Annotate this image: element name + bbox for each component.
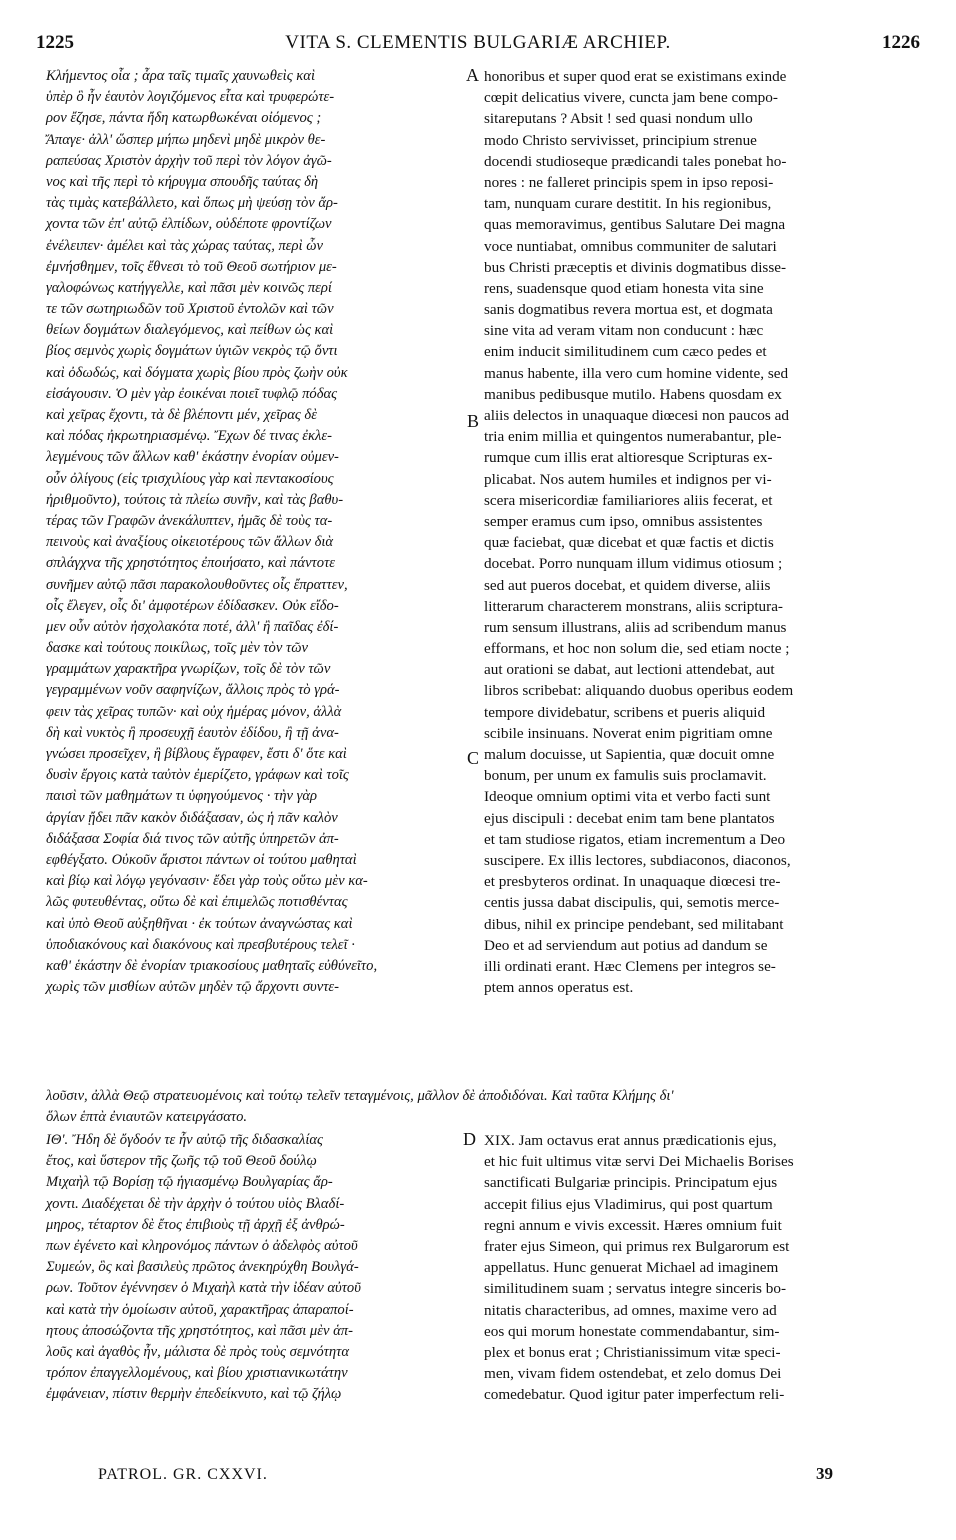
signature-number: 39 — [816, 1464, 833, 1483]
greek-text-line: οὖν ὀλίγους (εἰς τρισχιλίους γὰρ καὶ πεντακοσίους — [46, 470, 334, 487]
greek-text-line: ἔτος, καὶ ὕστερον τῆς ζωῆς τῷ τοῦ Θεοῦ δούλῳ — [46, 1153, 317, 1170]
latin-text-line: rumque cum illis erat altioresque Scripturas ex- — [484, 449, 773, 467]
latin-text-line: illi ordinati erant. Hæc Clemens per integros se- — [484, 957, 776, 975]
latin-text-line: honoribus et super quod erat se existimans exinde — [484, 68, 787, 85]
greek-text-line: Κλήμεντος οἷα ; ἆρα ταῖς τιμαῖς χαυνωθεὶς καὶ — [46, 68, 315, 84]
latin-text-line: quas memoravimus, gentibus Salutare Dei magna — [484, 216, 786, 234]
greek-text-line: τε τῶν σωτηριωδῶν τοῦ Χριστοῦ ἐντολῶν καὶ τῶν — [46, 301, 334, 318]
latin-text-line: sanis dogmatibus revera mortua est, et dogmata — [484, 301, 773, 319]
latin-text-line: malum docuisse, ut Sapientia, quæ docuit omne — [484, 746, 775, 763]
greek-text-line: γεγραμμένων νοῦν σαφηνίζων, ἄλλοις πρὸς τὸ γρά- — [46, 682, 340, 699]
greek-column-bottom — [46, 1130, 476, 1405]
latin-text-line: ptem annos operatus est. — [484, 979, 634, 997]
greek-text-line: καὶ κατὰ τὴν ὁμοίωσιν αὐτοῦ, χαρακτῆρας ἀπαραποί- — [46, 1301, 354, 1318]
section-marker-a: A — [466, 65, 479, 85]
greek-text-line: τέρας τῶν Γραφῶν ἀνεκάλυπτεν, ἡμᾶς δὲ τοὺς τα- — [46, 512, 333, 529]
latin-text-line: Deo et ad serviendum aut potius ad dandum se — [484, 936, 768, 954]
latin-text-line: ejus discipuli : decebat enim tam bene plantatos — [484, 809, 775, 827]
latin-text-line: sed aut pueros docebat, et quidem diverse, aliis — [484, 576, 771, 594]
latin-text-line: plex et bonus erat ; Christianissimum vitæ speci- — [484, 1343, 781, 1361]
greek-text-line: γαλοφώνως κατήγγελλε, καὶ πᾶσι μὲν κοινῶς περί — [46, 279, 332, 296]
greek-text-line: ἀργίαν ᾔδει πᾶν κακὸν διδάξασαν, ὡς ἡ πᾶν καλὸν — [46, 809, 338, 826]
greek-text-line: βίος σεμνὸς χωρὶς δογμάτων ὑγιῶν νεκρὸς τῷ ὄντι — [46, 343, 338, 360]
greek-full-width-lines — [46, 1086, 926, 1128]
greek-text-line: Μιχαὴλ τῷ Βορίσῃ τῷ ἡγιασμένῳ Βουλγαρίας ἄρ- — [46, 1174, 333, 1191]
latin-text-line: modo Christo servivisset, principium strenue — [484, 131, 757, 149]
latin-text-line: docebat. Porro nunquam illum vidimus otiosum ; — [484, 555, 783, 573]
greek-text-line: δασκε καὶ τούτους ποικίλως, τοῖς μὲν τὸν τῶν — [46, 640, 308, 657]
greek-text-line: ἐνέλειπεν· ἀμέλει καὶ τὰς χώρας ταύτας, περὶ ὧν — [46, 237, 324, 254]
latin-text-line: manibus pedibusque mutilo. Habens quosdam ex — [484, 385, 782, 403]
latin-text-line: et tam studiose rigatos, etiam incrementum a Deo — [484, 830, 786, 848]
latin-text-line: manus habente, illa vero cum homine vidente, sed — [484, 364, 789, 382]
greek-text-line: καὶ πόδας ἠκρωτηριασμένῳ. Ἔχων δέ τινας ἐκλε- — [46, 428, 332, 445]
greek-text-line: μεν οὖν αὐτὸν ἠσχολακότα ποτέ, ἀλλ' ἢ παῖδας ἐδί- — [46, 618, 339, 635]
latin-text-line: men, vivam fidem ostendebat, et zelo domus Dei — [484, 1365, 782, 1383]
greek-text-line: διδάξασα Σοφία διά τινος τῶν αὐτῆς ὑπηρετῶν ἀπ- — [46, 830, 339, 847]
greek-text-line: τὰς τιμὰς κατεβάλλετο, καὶ ὅπως μὴ ψεύσῃ τὸν ἄρ- — [46, 195, 338, 212]
latin-text-line: bus Christi præceptis et divinis dogmatibus disse- — [484, 258, 787, 276]
latin-text-line: tempore dividebatur, scribens et pueris aliquid — [484, 703, 766, 721]
greek-text-line: ραπεύσας Χριστὸν ἀρχὴν τοῦ περὶ τὸν λόγον ἀγῶ- — [46, 152, 332, 169]
greek-text-line: χοντι. Διαδέχεται δὲ τὴν ἀρχὴν ὁ τούτου υἱὸς Βλαδί- — [46, 1195, 345, 1212]
greek-text-line: συνῆμεν αὐτῷ πᾶσι παρακολουθοῦντες οἷς ἔπραττεν, — [46, 576, 348, 593]
latin-text-line: semper eramus cum ipso, omnibus assistentes — [484, 512, 763, 530]
greek-text-line: καὶ χεῖρας ἔχοντι, τὰ δὲ βλέποντι μέν, χεῖρας δὲ — [46, 407, 317, 423]
greek-text-line: καὶ βίῳ καὶ λόγῳ γεγόνασιν· ἔδει γὰρ τοὺς οὕτω μὲν κα- — [46, 873, 368, 890]
greek-text-line: ἐμνήσθημεν, τοῖς ἔθνεσι τὸ τοῦ Θεοῦ σωτήριον με- — [46, 258, 337, 275]
greek-text-line: γνώσει προσεῖχεν, ἢ βίβλους ἔγραφεν, ἔστι δ' ὅτε καὶ — [46, 746, 347, 762]
left-page-number: 1225 — [36, 32, 74, 53]
greek-text-line: λῶς φυτευθέντας, οὕτω δὲ καὶ ἐπιμελῶς ποτισθέντας — [46, 894, 348, 911]
latin-text-line: nores : ne falleret principis spem in ipso reposi- — [484, 173, 774, 191]
latin-text-line: rum sensum illustrans, aliis ad scribendum manus — [484, 618, 787, 636]
greek-text-line: γραμμάτων χαρακτῆρα γνωρίζων, τοῖς δὲ τὸν τῶν — [46, 661, 331, 678]
latin-text-line: sitareputans ? Absit ! sed quasi nondum ullo — [484, 110, 753, 128]
latin-text-line: frater ejus Simeon, qui primus rex Bulgarorum est — [484, 1237, 790, 1255]
greek-text-line: φειν τὰς χεῖρας τυπῶν· καὶ οὐχ ἡμέρας μόνον, ἀλλὰ — [46, 703, 342, 720]
latin-text-line: docendi studioseque prædicandi tales ponebat ho- — [484, 152, 787, 170]
greek-text-line: δὴ καὶ νυκτὸς ἢ προσευχῇ ἑαυτὸν ἐδίδου, ἢ τῇ ἀνα- — [46, 724, 339, 741]
latin-text-line: nitatis characteribus, ad omnes, maxime vero ad — [484, 1301, 777, 1319]
greek-text-line: ὑπὲρ ὃ ἦν ἑαυτὸν λογιζόμενος εἶτα καὶ τρυφερώτε- — [46, 89, 335, 106]
greek-text-line: ητους ἀποσώζοντα τῆς χρηστότητος, καὶ πᾶσι μὲν ἁπ- — [46, 1322, 353, 1339]
greek-text-line: καὶ ὀδωδώς, καὶ δόγματα χωρὶς βίου πρὸς ζωὴν οὐκ — [46, 364, 348, 381]
running-header — [28, 32, 928, 56]
latin-text-line: Ideoque omnium optimi vita et verbo facti sunt — [484, 788, 771, 806]
greek-text-line: νος καὶ τῆς περὶ τὸ κήρυγμα σπουδῆς ταύτας δὴ — [46, 173, 319, 190]
latin-text-line: rens, suadensque quod etiam honesta vita sine — [484, 279, 764, 297]
latin-text-line: tria enim millia et quingentos numerabantur, ple- — [484, 428, 782, 446]
greek-text-line: χοντα τῶν ἐπ' αὐτῷ ἐλπίδων, οὐδέποτε φροντίζων — [46, 216, 332, 233]
greek-text-line: δυσὶν ἔργοις κατὰ ταὐτὸν ἐμερίζετο, γράφων καὶ τοῖς — [46, 767, 349, 784]
greek-text-line: παισὶ τῶν μαθημάτων τι ὑφηγούμενος · τὴν γὰρ — [46, 788, 318, 805]
latin-text-line: similitudinem suam ; servatus integre sinceris bo- — [484, 1280, 787, 1298]
greek-text-line: λοῦσιν, ἀλλὰ Θεῷ στρατευομένοις καὶ τούτῳ τελεῖν τεταγμένοις, μᾶλλον δὲ ἀποδιδόναι. Καὶ ταῦτα Κλήμης δι' — [46, 1088, 674, 1104]
greek-text-line: τρόπον ἐπαγγελλομένους, καὶ βίου χριστιανικωτάτην — [46, 1365, 348, 1382]
greek-text-line: σπλάγχνα τῆς χρηστότητος ἐποιήσατο, καὶ πάντοτε — [46, 555, 336, 572]
greek-text-line: Ἄπαγε· ἀλλ' ὥσπερ μήπω μηδενὶ μηδὲ μικρὸν θε- — [46, 131, 326, 148]
greek-text-line: ἠριθμοῦντο), τούτοις τὰ πλείω συνῆν, καὶ τὰς βαθυ- — [46, 491, 344, 508]
greek-text-line: πων ἐγένετο καὶ κληρονόμος πάντων ὁ ἀδελφὸς αὐτοῦ — [46, 1237, 358, 1254]
greek-column-top — [46, 66, 476, 998]
running-title: VITA S. CLEMENTIS BULGARIÆ ARCHIEP. — [285, 32, 671, 53]
greek-text-line: λοῦς καὶ ἀγαθὸς ἦν, μάλιστα δὲ πρὸς τοὺς σεμνότητα — [46, 1343, 350, 1360]
greek-text-line: ΙΘ'. Ἤδη δὲ ὄγδοόν τε ἦν αὐτῷ τῆς διδασκαλίας — [46, 1132, 323, 1148]
greek-text-line: ἐμφάνειαν, πίστιν θερμὴν ἐπεδείκνυτο, καὶ τῷ ζήλῳ — [46, 1386, 342, 1403]
section-marker-d: D — [463, 1129, 476, 1149]
greek-text-line: μηρος, τέταρτον δὲ ἔτος ἐπιβιοὺς τῇ ἀρχῇ ἐξ ἀνθρώ- — [46, 1216, 345, 1233]
latin-column-bottom — [484, 1130, 920, 1405]
latin-text-line: sanctificati Bulgariæ principis. Principatum ejus — [484, 1174, 778, 1192]
greek-text-line: λεγμένους τῶν ἄλλων καθ' ἑκάστην ἐνορίαν οὐμεν- — [46, 449, 339, 466]
greek-text-line: εφθέγξατο. Οὐκοῦν ἄριστοι πάντων οἱ τούτου μαθηταὶ — [46, 851, 357, 868]
greek-text-line: εἰσάγουσιν. Ὁ μὲν γὰρ ἐοικέναι ποιεῖ τυφλῷ πόδας — [46, 385, 338, 402]
latin-text-line: comedebatur. Quod igitur pater imperfectum reli- — [484, 1386, 785, 1404]
latin-text-line: scibile insinuans. Noverat enim pigritiam omne — [484, 724, 773, 742]
greek-text-line: οἷς ἔλεγεν, οἷς δι' ἀμφοτέρων ἐδίδασκεν. Οὐκ εἴδο- — [46, 597, 339, 614]
latin-text-line: eos qui morum honestate commendabantur, sim- — [484, 1322, 780, 1340]
latin-text-line: plicabat. Nos autem humiles et indignos per vi- — [484, 470, 772, 488]
latin-text-line: quæ faciebat, quæ dicebat et quæ factis et dictis — [484, 534, 774, 552]
latin-text-line: et presbyteros ordinat. In unaquaque diœcesi tre- — [484, 873, 781, 891]
latin-text-line: libros scribebat: aliquando duobus operibus eodem — [484, 682, 794, 700]
greek-text-line: πεινοὺς καὶ ἀναξίους οἰκειοτέρους τῶν ἄλλων διὰ — [46, 534, 334, 551]
right-page-number: 1226 — [882, 32, 920, 53]
latin-text-line: et hic fuit ultimus vitæ servi Dei Michaelis Borises — [484, 1153, 794, 1171]
greek-text-line: ρον ἔζησε, πάντα ἤδη κατωρθωκέναι οἰόμενος ; — [46, 110, 322, 127]
latin-text-line: aut orationi se dabat, aut lectioni attendebat, aut — [484, 661, 775, 679]
section-marker-b: B — [467, 411, 480, 431]
section-marker-c: C — [467, 748, 480, 768]
patrologia-footer: PATROL. GR. CXXVI. — [98, 1466, 268, 1483]
latin-text-line: tam, nunquam curare destitit. In his regionibus, — [484, 195, 772, 213]
latin-text-line: aliis delectos in unaquaque diœcesi non paucos ad — [484, 407, 789, 424]
latin-text-line: enim inducit similitudinem cum cæco pedes et — [484, 343, 767, 361]
latin-text-line: sine vita ad veram vitam non conducunt : hæc — [484, 322, 764, 340]
latin-text-line: cœpit delicatius vivere, cuncta jam bene compo- — [484, 89, 778, 107]
greek-text-line: ὅλων ἑπτὰ ἐνιαυτῶν κατειργάσατο. — [46, 1109, 248, 1126]
greek-text-line: θείων δογμάτων διαλεγόμενος, καὶ πείθων ὡς καὶ — [46, 322, 334, 339]
latin-text-line: accepit filius ejus Vladimirus, qui post quartum — [484, 1195, 773, 1213]
latin-text-line: appellatus. Hunc genuerat Michael ad imaginem — [484, 1259, 779, 1277]
latin-text-line: voce nuntiabat, omnibus communiter de salutari — [484, 237, 777, 255]
latin-text-line: scera misericordiæ familiariores aliis fecerat, et — [484, 491, 773, 509]
greek-text-line: καὶ ὑπὸ Θεοῦ αὐξηθῆναι · ἐκ τούτων ἀναγνώστας καὶ — [46, 915, 353, 932]
greek-text-line: Συμεών, ὃς καὶ βασιλεὺς πρῶτος ἀνεκηρύχθη Βουλγά- — [46, 1259, 359, 1276]
latin-text-line: regni annum e vivis excessit. Hæres omnium fuit — [484, 1216, 782, 1234]
latin-text-line: XIX. Jam octavus erat annus prædicationis ejus, — [484, 1132, 777, 1149]
latin-text-line: centis jussa dabat discipulis, qui, semotis merce- — [484, 894, 780, 912]
greek-text-line: καθ' ἑκάστην δὲ ἐνορίαν τριακοσίους μαθηταῖς εὐθύνεῖτο, — [46, 957, 378, 974]
greek-text-line: ὑποδιακόνους καὶ διακόνους καὶ πρεσβυτέρους τελεῖ · — [46, 936, 355, 953]
latin-text-line: litterarum characterem monstrans, aliis scriptura- — [484, 597, 783, 615]
latin-text-line: efformans, et hoc non solum die, sed etiam nocte ; — [484, 640, 790, 658]
latin-text-line: dibus, nihil ex principe pendebant, sed militabant — [484, 915, 784, 933]
latin-column-top — [484, 66, 920, 998]
latin-text-line: bonum, per unum ex famulis suis proclamavit. — [484, 767, 767, 785]
greek-text-line: ρων. Τοῦτον ἐγέννησεν ὁ Μιχαὴλ κατὰ τὴν ἰδέαν αὐτοῦ — [46, 1280, 361, 1297]
latin-text-line: suscipere. Ex illis lectores, subdiaconos, diaconos, — [484, 851, 791, 869]
greek-text-line: χωρὶς τῶν μισθίων αὐτῶν μηδὲν τῷ ἄρχοντι συντε- — [46, 979, 340, 996]
